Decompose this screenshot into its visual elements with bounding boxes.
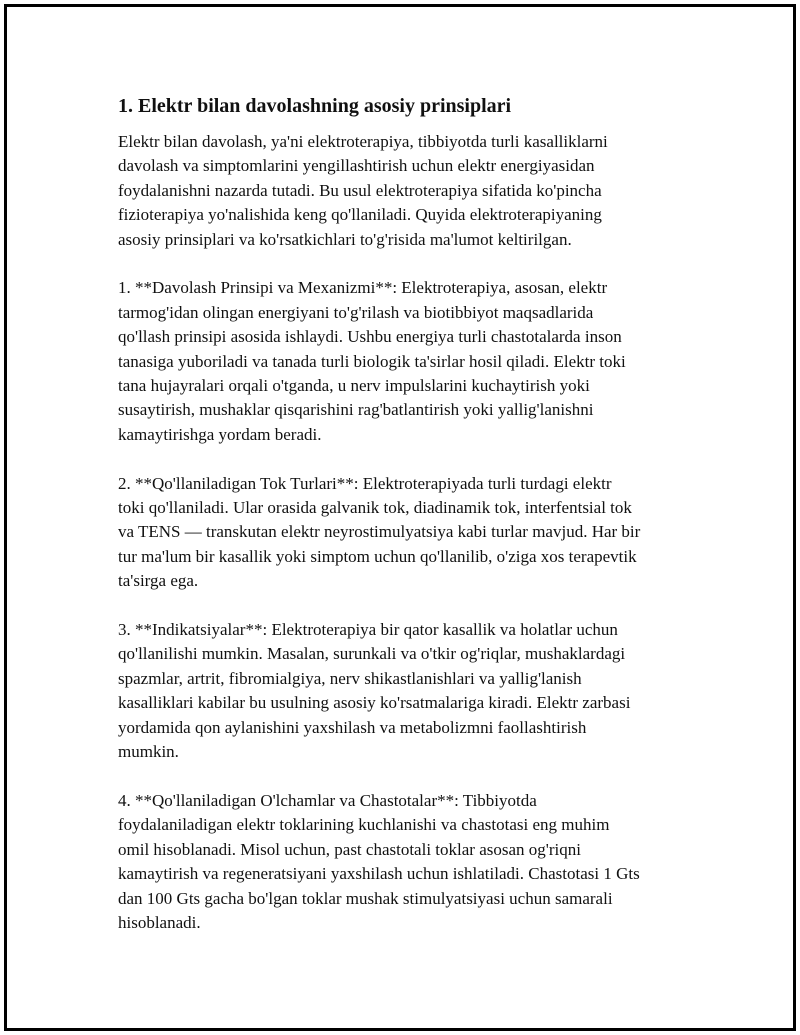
text-line: susaytirish, mushaklar qisqarishini rag'batlantirish yoki yallig'lanishni xyxy=(118,400,594,420)
text-line: kamaytirish va regeneratsiyani yaxshilash uchun ishlatiladi. Chastotasi 1 Gts xyxy=(118,864,640,884)
text-line: qo'llash prinsipi asosida ishlaydi. Ushbu energiya turli chastotalarda inson xyxy=(118,327,622,347)
text-line: toki qo'llaniladi. Ular orasida galvanik tok, diadinamik tok, interfentsial tok xyxy=(118,498,632,518)
text-line: yordamida qon aylanishini yaxshilash va metabolizmni faollashtirish xyxy=(118,717,587,737)
text-line: tanasiga yuboriladi va tanada turli biologik ta'sirlar hosil qiladi. Elektr toki xyxy=(118,351,626,371)
text-line: va TENS — transkutan elektr neyrostimulyatsiya kabi turlar mavjud. Har bir xyxy=(118,522,641,542)
text-line: tana hujayralari orqali o'tganda, u nerv impulslarini kuchaytirish yoki xyxy=(118,376,590,396)
text-line: fizioterapiya yo'nalishida keng qo'llaniladi. Quyida elektroterapiyaning xyxy=(118,205,602,225)
text-line: omil hisoblanadi. Misol uchun, past chastotali toklar asosan og'riqni xyxy=(118,839,581,859)
current-types-paragraph xyxy=(118,472,678,594)
text-line: 4. **Qo'llaniladigan O'lchamlar va Chastotalar**: Tibbiyotda xyxy=(118,790,537,810)
text-line: tarmog'idan olingan energiyani to'g'rilash va biotibbiyot maqsadlarida xyxy=(118,302,594,322)
section-heading: 1. Elektr bilan davolashning asosiy prinsiplari xyxy=(118,95,512,117)
text-line: Elektr bilan davolash, ya'ni elektroterapiya, tibbiyotda turli kasalliklarni xyxy=(118,132,608,151)
text-line: 2. **Qo'llaniladigan Tok Turlari**: Elektroterapiyada turli turdagi elektr xyxy=(118,473,612,493)
measurements-paragraph xyxy=(118,789,678,935)
text-line: davolash va simptomlarini yengillashtirish uchun elektr energiyasidan xyxy=(118,156,595,176)
text-line: qo'llanilishi mumkin. Masalan, surunkali va o'tkir og'riqlar, mushaklardagi xyxy=(118,644,626,664)
document-body xyxy=(118,92,678,960)
text-line: kamaytirishga yordam beradi. xyxy=(118,424,322,444)
text-line: kasalliklari kabilar bu usulning asosiy ko'rsatmalariga kiradi. Elektr zarbasi xyxy=(118,693,631,713)
text-line: mumkin. xyxy=(118,742,179,762)
text-line: asosiy prinsiplari va ko'rsatkichlari to'g'risida ma'lumot keltirilgan. xyxy=(118,229,572,249)
intro-paragraph xyxy=(118,130,678,252)
text-line: hisoblanadi. xyxy=(118,912,201,932)
text-line: 1. **Davolash Prinsipi va Mexanizmi**: Elektroterapiya, asosan, elektr xyxy=(118,278,608,298)
text-line: foydalaniladigan elektr toklarining kuchlanishi va chastotasi eng muhim xyxy=(118,815,610,835)
text-line: dan 100 Gts gacha bo'lgan toklar mushak stimulyatsiyasi uchun samarali xyxy=(118,888,613,908)
text-line: tur ma'lum bir kasallik yoki simptom uchun qo'llanilib, o'ziga xos terapevtik xyxy=(118,546,637,566)
text-line: 3. **Indikatsiyalar**: Elektroterapiya bir qator kasallik va holatlar uchun xyxy=(118,620,618,640)
text-line: foydalanishni nazarda tutadi. Bu usul elektroterapiya sifatida ko'pincha xyxy=(118,180,602,200)
text-line: ta'sirga ega. xyxy=(118,571,199,591)
principle-paragraph xyxy=(118,276,678,447)
text-line: spazmlar, artrit, fibromialgiya, nerv shikastlanishlari va yallig'lanish xyxy=(118,668,582,688)
indications-paragraph xyxy=(118,618,678,764)
